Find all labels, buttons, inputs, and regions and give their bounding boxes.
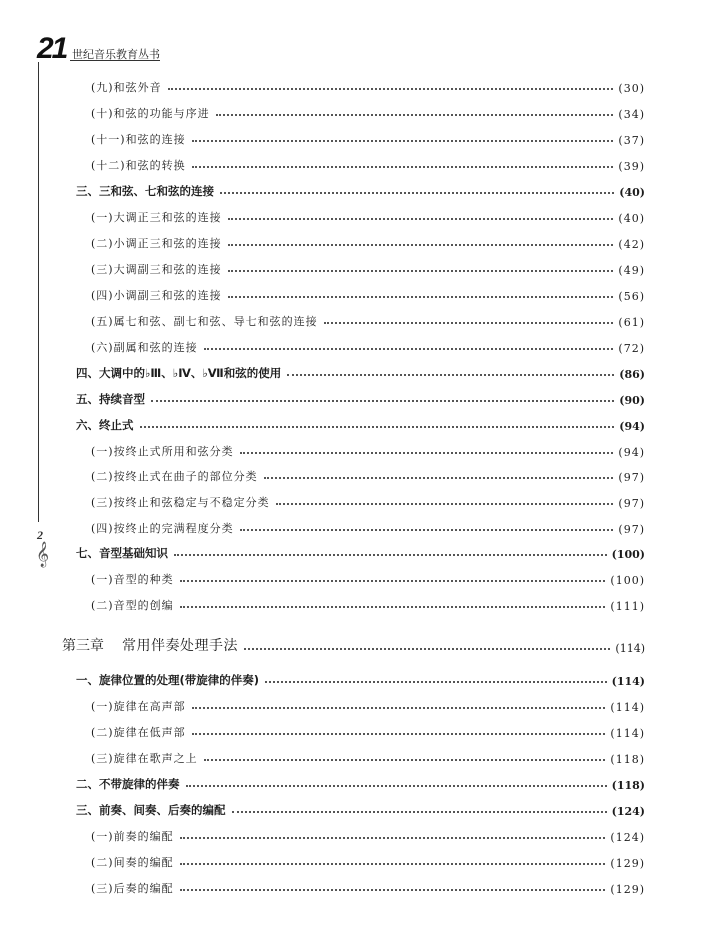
toc-chapter-entry	[62, 633, 645, 655]
toc-page-number: (97)	[618, 523, 645, 536]
toc-subsection-entry	[91, 595, 645, 613]
toc-entry-title: 七、音型基础知识	[76, 546, 168, 560]
toc-entry-title: (三)按终止和弦稳定与不稳定分类	[91, 496, 270, 509]
toc-page-number: (34)	[618, 108, 645, 121]
toc-subsection-entry	[91, 233, 645, 251]
toc-entry-title: 六、终止式	[76, 418, 134, 432]
toc-leader-dots	[168, 78, 614, 90]
toc-leader-dots	[151, 390, 614, 402]
toc-subsection-entry	[91, 441, 645, 459]
toc-leader-dots	[186, 775, 607, 787]
toc-entry-title: (九)和弦外音	[91, 81, 162, 94]
toc-leader-dots	[180, 879, 606, 891]
toc-page-number: (100)	[611, 548, 645, 561]
toc-page-number: (124)	[611, 805, 645, 818]
toc-section-entry	[76, 181, 645, 199]
toc-subsection-entry	[91, 569, 645, 587]
toc-subsection-entry	[91, 852, 645, 870]
toc-page-number: (49)	[618, 264, 645, 277]
toc-entry-title: (一)按终止式所用和弦分类	[91, 445, 234, 458]
toc-entry-title: (二)旋律在低声部	[91, 726, 186, 739]
treble-clef-icon: 𝄞	[36, 542, 50, 567]
toc-section-entry	[76, 543, 645, 561]
toc-page-number: (42)	[618, 238, 645, 251]
toc-page-number: (97)	[618, 497, 645, 510]
toc-leader-dots	[192, 723, 606, 735]
toc-leader-dots	[276, 493, 614, 505]
toc-page-number: (37)	[618, 134, 645, 147]
toc-leader-dots	[240, 519, 614, 531]
toc-entry-title: (十)和弦的功能与序进	[91, 107, 210, 120]
toc-page-number: (94)	[619, 420, 645, 433]
toc-page-number: (94)	[618, 446, 645, 459]
toc-leader-dots	[220, 182, 614, 194]
toc-leader-dots	[228, 208, 614, 220]
toc-page-number: (30)	[618, 82, 645, 95]
toc-subsection-entry	[91, 722, 645, 740]
toc-subsection-entry	[91, 259, 645, 277]
toc-page-number: (97)	[618, 471, 645, 484]
toc-leader-dots	[180, 827, 606, 839]
toc-entry-title: (二)音型的创编	[91, 599, 174, 612]
toc-page-number: (100)	[610, 574, 645, 587]
toc-page-number: (61)	[618, 316, 645, 329]
series-title: 世纪音乐教育丛书	[72, 48, 160, 61]
toc-leader-dots	[240, 442, 614, 454]
toc-leader-dots	[204, 338, 614, 350]
toc-subsection-entry	[91, 748, 645, 766]
toc-section-entry	[76, 800, 645, 818]
toc-leader-dots	[174, 544, 607, 556]
toc-entry-title: (三)旋律在歌声之上	[91, 752, 198, 765]
toc-subsection-entry	[91, 207, 645, 225]
toc-entry-title: 三、三和弦、七和弦的连接	[76, 184, 214, 198]
toc-entry-title: (十二)和弦的转换	[91, 159, 186, 172]
toc-entry-title: (一)旋律在高声部	[91, 700, 186, 713]
toc-subsection-entry	[91, 492, 645, 510]
toc-leader-dots	[324, 312, 614, 324]
toc-entry-title: (四)小调副三和弦的连接	[91, 289, 222, 302]
toc-leader-dots	[287, 364, 614, 376]
toc-entry-title: 五、持续音型	[76, 392, 145, 406]
toc-page-number: (114)	[610, 727, 645, 740]
toc-leader-dots	[244, 638, 610, 650]
toc-page-number: (129)	[610, 883, 645, 896]
toc-section-entry	[76, 363, 645, 381]
toc-page-number: (129)	[610, 857, 645, 870]
toc-entry-title: (一)音型的种类	[91, 573, 174, 586]
toc-leader-dots	[192, 130, 614, 142]
toc-section-entry	[76, 774, 645, 792]
toc-subsection-entry	[91, 466, 645, 484]
toc-entry-title: (十一)和弦的连接	[91, 133, 186, 146]
toc-entry-title: (一)大调正三和弦的连接	[91, 211, 222, 224]
toc-section-entry	[76, 670, 645, 688]
toc-entry-title: (五)属七和弦、副七和弦、导七和弦的连接	[91, 315, 318, 328]
toc-entry-title: 常用伴奏处理手法	[122, 638, 238, 654]
toc-leader-dots	[192, 697, 606, 709]
toc-leader-dots	[180, 596, 606, 608]
toc-entry-title: 三、前奏、间奏、后奏的编配	[76, 803, 226, 817]
toc-page-number: (86)	[619, 368, 645, 381]
toc-chapter-number: 第三章	[62, 638, 104, 654]
toc-subsection-entry	[91, 155, 645, 173]
page-number: 2	[37, 528, 43, 542]
toc-page-number: (124)	[610, 831, 645, 844]
toc-subsection-entry	[91, 696, 645, 714]
toc-page-number: (90)	[619, 394, 645, 407]
toc-leader-dots	[180, 853, 606, 865]
toc-section-entry	[76, 415, 645, 433]
toc-subsection-entry	[91, 103, 645, 121]
toc-page-number: (72)	[618, 342, 645, 355]
toc-leader-dots	[216, 104, 614, 116]
toc-leader-dots	[228, 234, 614, 246]
toc-subsection-entry	[91, 285, 645, 303]
toc-subsection-entry	[91, 311, 645, 329]
toc-entry-title: (一)前奏的编配	[91, 830, 174, 843]
toc-subsection-entry	[91, 518, 645, 536]
toc-entry-title: (三)后奏的编配	[91, 882, 174, 895]
toc-page-number: (114)	[610, 701, 645, 714]
toc-leader-dots	[192, 156, 614, 168]
toc-leader-dots	[204, 749, 606, 761]
toc-page-number: (114)	[611, 675, 645, 688]
toc-subsection-entry	[91, 77, 645, 95]
toc-leader-dots	[228, 286, 614, 298]
series-logo: 21	[37, 32, 67, 65]
toc-page-number: (118)	[611, 779, 645, 792]
toc-entry-title: 一、旋律位置的处理(带旋律的伴奏)	[76, 673, 260, 687]
toc-leader-dots	[232, 801, 607, 813]
toc-entry-title: (四)按终止的完满程度分类	[91, 522, 234, 535]
toc-subsection-entry	[91, 129, 645, 147]
toc-page-number: (111)	[610, 600, 645, 613]
toc-section-entry	[76, 389, 645, 407]
toc-entry-title: 二、不带旋律的伴奏	[76, 777, 180, 791]
toc-page-number: (40)	[618, 212, 645, 225]
toc-entry-title: (三)大调副三和弦的连接	[91, 263, 222, 276]
toc-subsection-entry	[91, 826, 645, 844]
toc-subsection-entry	[91, 878, 645, 896]
toc-page-number: (39)	[618, 160, 645, 173]
toc-leader-dots	[140, 416, 615, 428]
toc-entry-title: (二)小调正三和弦的连接	[91, 237, 222, 250]
toc-page-number: (40)	[619, 186, 645, 199]
toc-leader-dots	[228, 260, 614, 272]
toc-page-number: (56)	[618, 290, 645, 303]
toc-leader-dots	[264, 467, 614, 479]
toc-entry-title: 四、大调中的♭Ⅲ、♭Ⅳ、♭Ⅶ和弦的使用	[76, 366, 282, 380]
toc-leader-dots	[180, 570, 606, 582]
toc-page-number: (118)	[610, 753, 645, 766]
toc-subsection-entry	[91, 337, 645, 355]
toc-entry-title: (二)按终止式在曲子的部位分类	[91, 470, 258, 483]
toc-entry-title: (六)副属和弦的连接	[91, 341, 198, 354]
toc-page-number: (114)	[615, 642, 645, 655]
toc-leader-dots	[265, 671, 607, 683]
toc-entry-title: (二)间奏的编配	[91, 856, 174, 869]
